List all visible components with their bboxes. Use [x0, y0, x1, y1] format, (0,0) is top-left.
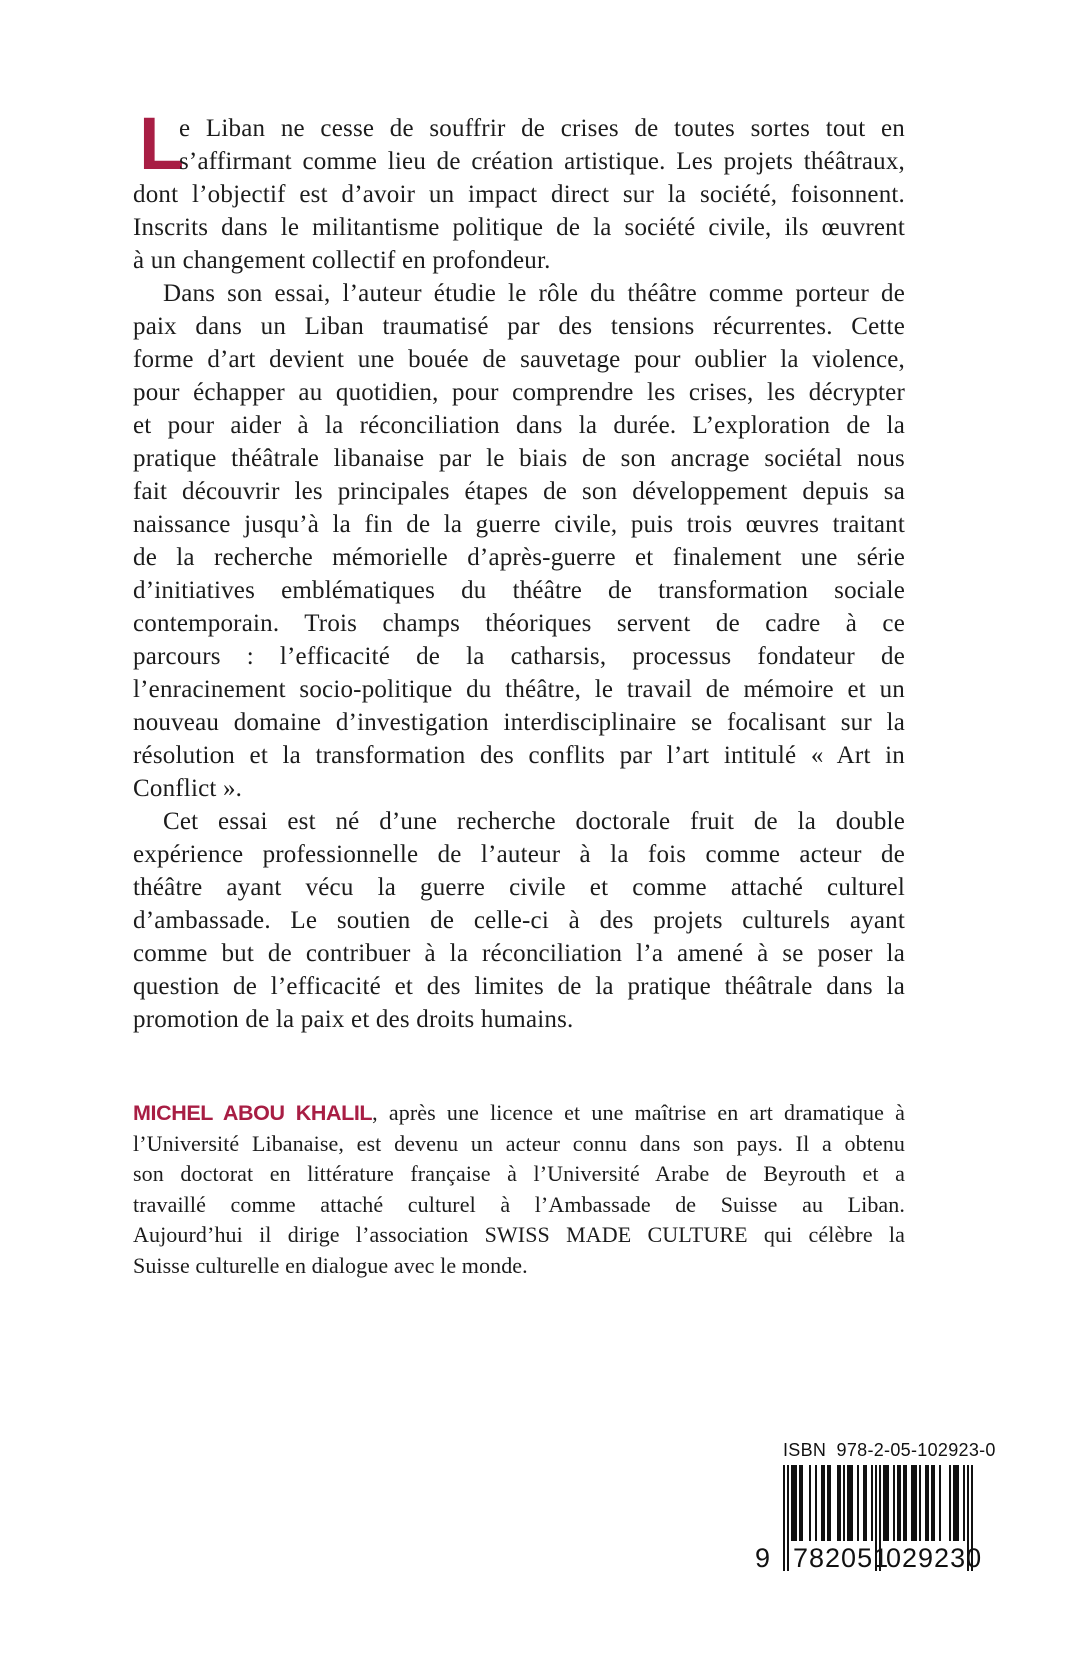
text-line: dont l’objectif est d’avoir un impact direct sur la société, foisonnent.: [133, 181, 905, 208]
ean-digit-lead: 9: [755, 1543, 771, 1573]
isbn-label: ISBN 978-2-05-102923-0: [783, 1440, 996, 1460]
text-line: expérience professionnelle de l’auteur à la fois comme acteur de: [133, 841, 905, 868]
bio-line: [133, 1098, 905, 1129]
text-line: comme but de contribuer à la réconciliation l’a amené à se poser la: [133, 940, 905, 967]
text-line: contemporain. Trois champs théoriques servent de cadre à ce: [133, 610, 905, 637]
isbn-block: [755, 1440, 996, 1593]
text-line: s’affirmant comme lieu de création artistique. Les projets théâtraux,: [179, 148, 905, 175]
text-line: question de l’efficacité et des limites de la pratique théâtrale dans la: [133, 973, 905, 1000]
ean-digit-group-1: 782051: [793, 1543, 890, 1573]
text-line: l’enracinement socio-politique du théâtre, le travail de mémoire et un: [133, 676, 905, 703]
text-line: résolution et la transformation des conflits par l’art intitulé « Art in: [133, 742, 905, 769]
bio-first-line-text: , après une licence et une maîtrise en art dramatique à: [372, 1100, 905, 1125]
text-line: Dans son essai, l’auteur étudie le rôle du théâtre comme porteur de: [163, 280, 905, 307]
text-line: fait découvrir les principales étapes de son développement depuis sa: [133, 478, 905, 505]
paragraph: [133, 102, 905, 277]
text-line: Inscrits dans le militantisme politique de la société civile, ils œuvrent: [133, 214, 905, 241]
main-text: [133, 102, 905, 1036]
text-line: promotion de la paix et des droits humains.: [133, 1006, 574, 1033]
text-line: parcours : l’efficacité de la catharsis, processus fondateur de: [133, 643, 905, 670]
text-line: nouveau domaine d’investigation interdisciplinaire se focalisant sur la: [133, 709, 905, 736]
text-line: e Liban ne cesse de souffrir de crises de toutes sortes tout en: [179, 115, 905, 142]
text-line: naissance jusqu’à la fin de la guerre civile, puis trois œuvres traitant: [133, 511, 905, 538]
bio-line: Suisse culturelle en dialogue avec le monde.: [133, 1252, 528, 1278]
bio-line: Aujourd’hui il dirige l’association SWISS MADE CULTURE qui célèbre la: [133, 1222, 905, 1248]
author-bio: [133, 1098, 905, 1282]
ean-digit-group-2: 029230: [886, 1543, 983, 1573]
text-line: forme d’art devient une bouée de sauvetage pour oublier la violence,: [133, 346, 905, 373]
text-line: Conflict ».: [133, 775, 243, 802]
author-name: MICHEL ABOU KHALIL: [133, 1101, 373, 1125]
bio-line: travaillé comme attaché culturel à l’Ambassade de Suisse au Liban.: [133, 1191, 905, 1217]
barcode-bars: [755, 1465, 983, 1593]
bio-line: son doctorat en littérature française à l’Université Arabe de Beyrouth et a: [133, 1161, 905, 1187]
paragraph: [133, 277, 905, 805]
text-line: de la recherche mémorielle d’après-guerre et finalement une série: [133, 544, 905, 571]
text-line: d’initiatives emblématiques du théâtre de transformation sociale: [133, 577, 905, 604]
paragraph: [133, 805, 905, 1036]
text-line: pratique théâtrale libanaise par le biais de son ancrage sociétal nous: [133, 445, 905, 472]
text-line: théâtre ayant vécu la guerre civile et comme attaché culturel: [133, 874, 905, 901]
text-line: et pour aider à la réconciliation dans la durée. L’exploration de la: [133, 412, 905, 439]
text-line: à un changement collectif en profondeur.: [133, 247, 551, 274]
text-line: pour échapper au quotidien, pour comprendre les crises, les décrypter: [133, 379, 905, 406]
text-line: Cet essai est né d’une recherche doctorale fruit de la double: [163, 808, 905, 835]
ean-digits: [755, 1543, 983, 1573]
text-line: paix dans un Liban traumatisé par des tensions récurrentes. Cette: [133, 313, 905, 340]
text-line: d’ambassade. Le soutien de celle-ci à des projets culturels ayant: [133, 907, 905, 934]
drop-cap-letter: L: [139, 102, 183, 185]
bio-line: l’Université Libanaise, est devenu un acteur connu dans son pays. Il a obtenu: [133, 1130, 905, 1156]
